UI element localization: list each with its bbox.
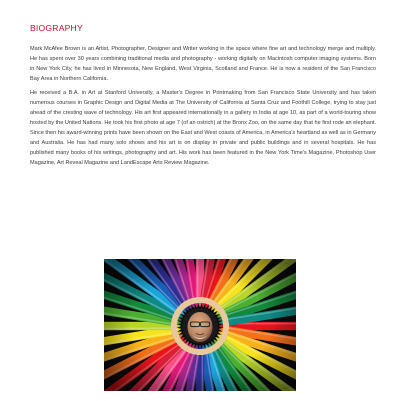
colored-pencils-image — [104, 259, 296, 391]
portrait-face — [182, 308, 218, 344]
biography-text — [30, 44, 376, 172]
paragraph-2: He received a B.A. in Art at Stanford University, a Master's Degree in Printmaking from San Francisco State University and has taken numerous courses in Graphic Design and Digital Media at The University of California at Santa Cruz and Foothill College, trying to stay just ahead of the cresting wave of technology. His art first appeared internationally in a gallery in India at age 10, as part of a world-touring show hosted by the United Nations. He took his first photo at age 7 (of an ostrich) at the Bronx Zoo, on the same day that he first rode an elephant. Since then his award-winning prints have been shown on the East and West coasts of America, in America's heartland as well as in Germany and Australia. He has had many solo shows and his art is on display in private and public buildings and in several hospitals. He has published many books of his writings, photography and art. His work has been featured in the New York Time's Magazine, Photoshop User Magazine, Art Reveal Magazine and LandEscape Arts Review Magazine. — [30, 90, 376, 166]
paragraph-1: Mark McAfee Brown is an Artist, Photographer, Designer and Writer working in the space where fine art and technology merge and multiply. He has spent over 30 years combining traditional media and photography - working digitally on Macintosh computer imaging systems. Born in New York City, he has lived in Minnesota, New England, West Virginia, Scotland and France. He is now a resident of the San Francisco Bay Area in Northern California. — [30, 46, 376, 82]
artist-photo — [104, 259, 296, 391]
page-title: BIOGRAPHY — [30, 23, 83, 33]
